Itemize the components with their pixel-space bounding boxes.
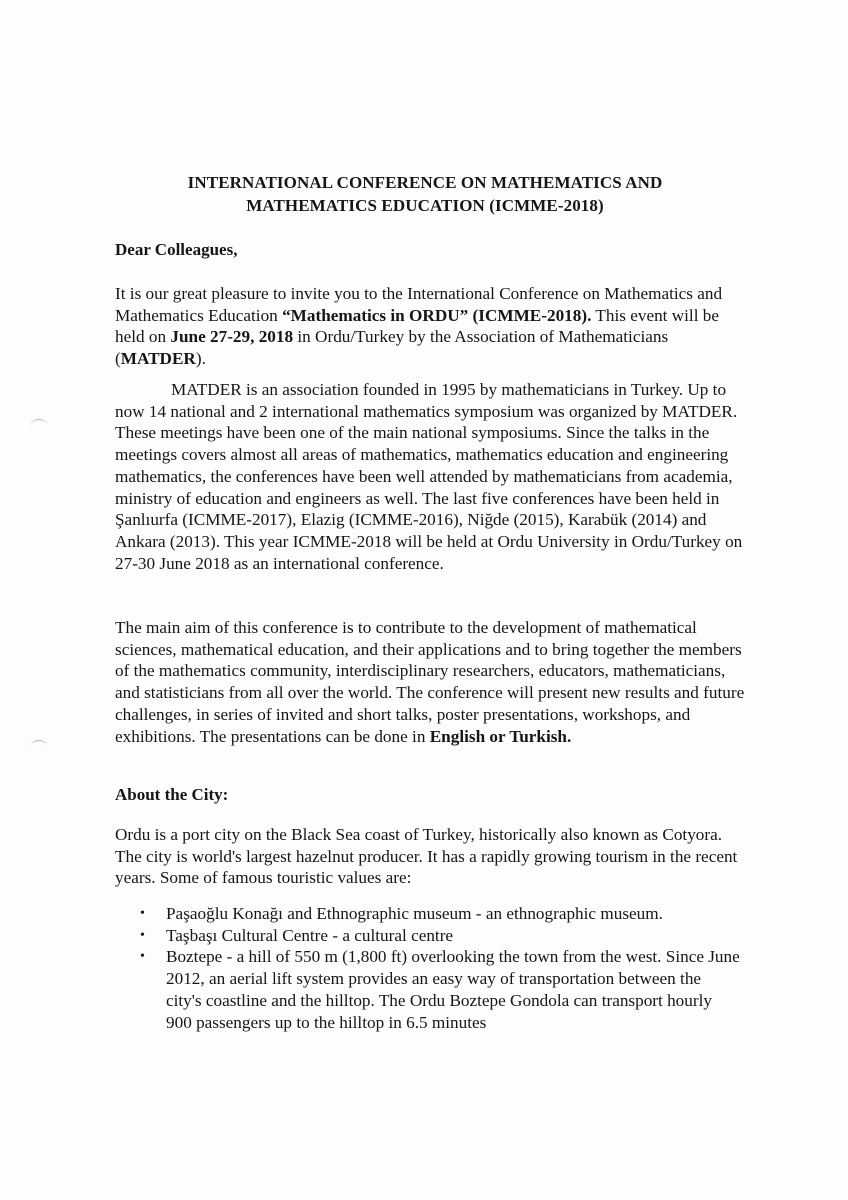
invite-text-1: It is our great pleasure to invite you to the International Conference on Mathematics and Mathematics Education [115, 284, 723, 325]
title-line-1: INTERNATIONAL CONFERENCE ON MATHEMATICS AND [187, 173, 663, 192]
invite-text-4: ). [195, 349, 206, 369]
invitation-paragraph [115, 283, 745, 370]
aim-text: The main aim of this conference is to contribute to the development of mathematical sciences, mathematical education, and their applications and to bring together the members of the mathematics community, interdisciplinary researchers, educators, mathematicians, and statisticians from all over the world. The conference will present new results and future challenges, in series of invited and short talks, poster presentations, workshops, and exhibitions. The presentations can be done in [115, 618, 745, 746]
city-paragraph: Ordu is a port city on the Black Sea coast of Turkey, historically also known as Cotyora. The city is world's largest hazelnut producer. It has a rapidly growing tourism in the recent years. Some of famous touristic values are: [115, 825, 738, 888]
aim-paragraph [115, 617, 745, 747]
invite-conference-name: “Mathematics in ORDU” (ICMME-2018). [282, 305, 592, 325]
invite-text-2: This event will be held on [115, 305, 720, 347]
greeting: Dear Colleagues, [115, 240, 238, 259]
list-item: • Taşbaşı Cultural Centre - a cultural centre [140, 925, 740, 947]
punch-hole-mark [30, 740, 48, 755]
invite-text-3: in Ordu/Turkey by the Association of Mathematicians ( [115, 327, 669, 369]
list-item: • Boztepe - a hill of 550 m (1,800 ft) overlooking the town from the west. Since June 2012, an aerial lift system provides an easy way of transportation between the city's coastline and the hilltop. The Ordu Boztepe Gondola can transport hourly 900 passengers up to the hilltop in 6.5 minutes [140, 946, 740, 1033]
aim-languages: English or Turkish. [429, 726, 572, 746]
matder-paragraph: MATDER is an association founded in 1995 by mathematicians in Turkey. Up to now 14 national and 2 international mathematics symposium was organized by MATDER. These meetings have been one of the main national symposiums. Since the talks in the meetings covers almost all areas of mathematics, mathematics education and engineering mathematics, the conferences have been well attended by mathematicians from academia, ministry of education and engineers as well. The last five conferences have been held in Şanlıurfa (ICMME-2017), Elazig (ICMME-2016), Niğde (2015), Karabük (2014) and Ankara (2013). This year ICMME-2018 will be held at Ordu University in Ordu/Turkey on 27-30 June 2018 as an international conference. [115, 380, 743, 573]
list-item: • Paşaoğlu Konağı and Ethnographic museum - an ethnographic museum. [140, 903, 740, 925]
invite-dates: June 27-29, 2018 [170, 327, 294, 347]
punch-hole-mark [30, 419, 48, 434]
city-heading: About the City: [115, 785, 229, 804]
touristic-values-list [140, 903, 740, 1033]
document-title [110, 171, 740, 217]
title-line-2: MATHEMATICS EDUCATION (ICMME-2018) [246, 196, 604, 215]
invite-organizer: MATDER [120, 349, 196, 369]
